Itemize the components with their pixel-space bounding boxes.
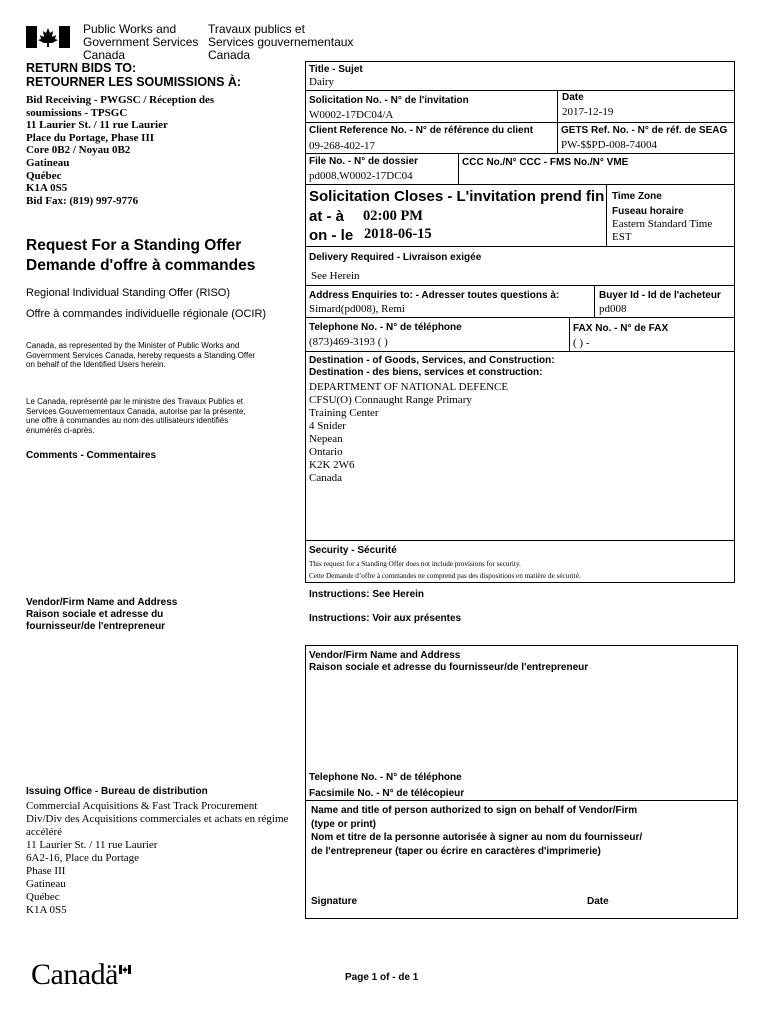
gets-ref-label: GETS Ref. No. - N° de réf. de SEAG xyxy=(561,125,728,136)
solicitation-closes-label: Solicitation Closes - L'invitation prend fin xyxy=(309,188,605,205)
return-bids-address: Bid Receiving - PWGSC / Réception des soumissions - TPSGC 11 Laurier St. / 11 rue Laurier Place du Portage, Phase III Core 0B2 / Noyau 0B2 Gatineau Québec K1A 0S5 Bid Fax: (819) 997-9776 xyxy=(26,94,215,207)
request-paragraph-fr: Le Canada, représenté par le ministre des Travaux Publics et Services Gouvernementaux Canada, autorise par la présente, une offre à commandes au nom des utilisateurs identifiés énumérés ci-après. xyxy=(26,397,246,435)
department-name-en: Public Works and Government Services Canada xyxy=(83,22,199,62)
delivery-required-label: Delivery Required - Livraison exigée xyxy=(309,252,482,263)
address-enquiries-value: Simard(pd008), Remi xyxy=(309,303,405,315)
return-bids-heading: RETURN BIDS TO: RETOURNER LES SOUMISSIONS À: xyxy=(26,61,242,89)
request-title: Request For a Standing Offer Demande d'offre à commandes xyxy=(26,237,256,274)
ccc-fms-label: CCC No./N° CCC - FMS No./N° VME xyxy=(462,157,629,168)
buyer-id-value: pd008 xyxy=(599,303,627,315)
vendor-telephone-label: Telephone No. - N° de téléphone Facsimile No. - N° de télécopieur xyxy=(309,772,465,799)
title-label: Title - Sujet xyxy=(309,64,363,75)
vendor-firm-label: Vendor/Firm Name and Address Raison sociale et adresse du fournisseur/de l'entrepreneur xyxy=(309,650,589,673)
security-text: This request for a Standing Offer does not include provisions for security. Cette Demande d’offre à commandes ne comprend pas des dispositions en matière de sécurité. xyxy=(309,560,581,580)
request-paragraph-en: Canada, as represented by the Minister of Public Works and Government Services Canada, hereby requests a Standing Offer on behalf of the Identified Users herein. xyxy=(26,341,256,369)
signature-date-label: Date xyxy=(587,896,609,907)
closes-on-label: on - le xyxy=(309,227,354,244)
standing-offer-type: Regional Individual Standing Offer (RISO) Offre à commandes individuelle régionale (OCIR) xyxy=(26,287,267,320)
closes-time-value: 02:00 PM xyxy=(363,208,423,224)
signature-label: Signature xyxy=(311,896,358,907)
buyer-id-label: Buyer Id - Id de l'acheteur xyxy=(599,290,721,301)
department-name-fr: Travaux publics et Services gouvernementaux Canada xyxy=(208,22,354,62)
canada-wordmark-flag-icon xyxy=(119,961,131,970)
address-enquiries-label: Address Enquiries to: - Adresser toutes questions à: xyxy=(309,290,560,301)
solicitation-no-value: W0002-17DC04/A xyxy=(309,109,394,121)
canada-wordmark: Canadä xyxy=(31,958,118,991)
closes-date-value: 2018-06-15 xyxy=(364,226,432,242)
file-no-value: pd008.W0002-17DC04 xyxy=(309,170,413,182)
issuing-office-address: Commercial Acquisitions & Fast Track Procurement Div/Div des Acquisitions commerciales et achats en régime accéléré 11 Laurier St. / 11 rue Laurier 6A2-16, Place du Portage Phase III Gatineau Québec K1A 0S5 xyxy=(26,800,289,916)
destination-address: DEPARTMENT OF NATIONAL DEFENCE CFSU(O) Connaught Range Primary Training Center 4 Snider Nepean Ontario K2K 2W6 Canada xyxy=(309,381,509,484)
client-reference-value: 09-268-402-17 xyxy=(309,140,375,152)
solicitation-no-label: Solicitation No. - N° de l'invitation xyxy=(309,95,469,106)
security-label: Security - Sécurité xyxy=(309,545,397,556)
gets-ref-value: PW-$$PD-008-74004 xyxy=(561,139,657,151)
fax-value: ( ) - xyxy=(573,337,590,349)
title-value: Dairy xyxy=(309,76,335,88)
canada-flag-icon xyxy=(26,26,70,48)
issuing-office-label: Issuing Office - Bureau de distribution xyxy=(26,786,208,797)
vendor-firm-label-left: Vendor/Firm Name and Address Raison sociale et adresse du fournisseur/de l'entrepreneur xyxy=(26,597,178,632)
instructions-en: Instructions: See Herein xyxy=(309,589,425,600)
time-zone-label: Time Zone Fuseau horaire xyxy=(612,191,684,217)
destination-label: Destination - of Goods, Services, and Construction: Destination - des biens, services et construction: xyxy=(309,355,555,378)
fax-label: FAX No. - N° de FAX xyxy=(573,323,669,334)
client-reference-label: Client Reference No. - N° de référence du client xyxy=(309,125,534,136)
closes-at-label: at - à xyxy=(309,208,345,225)
telephone-label: Telephone No. - N° de téléphone xyxy=(309,322,462,333)
page-number: Page 1 of - de 1 xyxy=(345,972,419,983)
delivery-required-value: See Herein xyxy=(311,270,360,282)
instructions-fr: Instructions: Voir aux présentes xyxy=(309,613,462,624)
file-no-label: File No. - N° de dossier xyxy=(309,156,419,167)
date-label: Date xyxy=(562,92,584,103)
date-value: 2017-12-19 xyxy=(562,106,614,118)
comments-label: Comments - Commentaires xyxy=(26,450,157,461)
authorized-person-label: Name and title of person authorized to sign on behalf of Vendor/Firm (type or print) Nom et titre de la personne autorisée à signer au nom du fournisseur/ de l'entrepreneur (taper ou écrire en caractères d'imprimerie) xyxy=(311,805,643,857)
time-zone-value: Eastern Standard Time EST xyxy=(612,218,713,243)
telephone-value: (873)469-3193 ( ) xyxy=(309,336,388,348)
